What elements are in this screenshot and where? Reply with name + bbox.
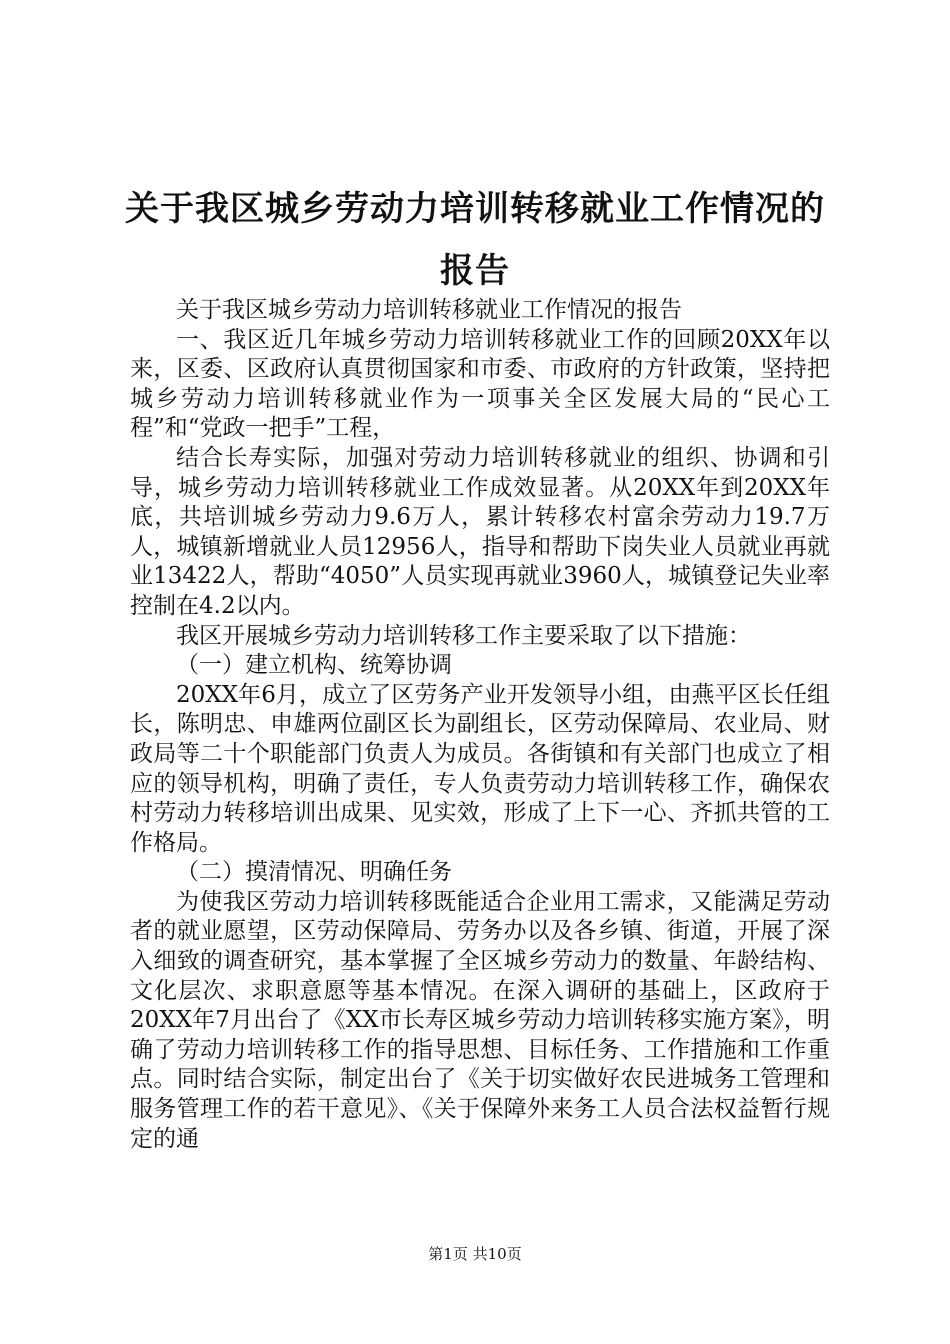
section-heading: （一）建立机构、统筹协调 (176, 652, 452, 679)
section-heading: （二）摸清情况、明确任务 (176, 859, 452, 886)
paragraph: 我区开展城乡劳动力培训转移工作主要采取了以下措施： (176, 622, 751, 649)
paragraph: 为使我区劳动力培训转移既能适合企业用工需求，又能满足劳动者的就业愿望，区劳动保障局、劳务办以及各乡镇、街道，开展了深入细致的调查研究，基本掌握了全区城乡劳动力的数量、年龄结构、文化层次、求职意愿等基本情况。在深入调研的基础上，区政府于20XX年7月出台了《XX市长寿区城乡劳动力培训转移实施方案》，明确了劳动力培训转移工作的指导思想、目标任务、工作措施和工作重点。同时结合实际，制定出台了《关于切实做好农民进城务工管理和服务管理工作的若干意见》、《关于保障外来务工人员合法权益暂行规定的通 (130, 888, 830, 1152)
paragraph: 20XX年6月，成立了区劳务产业开发领导小组，由燕平区长任组长，陈明忠、申雄两位副区长为副组长，区劳动保障局、农业局、财政局等二十个职能部门负责人为成员。各街镇和有关部门也成立了相应的领导机构，明确了责任，专人负责劳动力培训转移工作，确保农村劳动力转移培训出成果、见实效，形成了上下一心、齐抓共管的工作格局。 (130, 681, 830, 856)
page-footer: 第1页 共10页 (428, 1245, 522, 1263)
title-line-1: 关于我区城乡劳动力培训转移就业工作情况的 (125, 189, 825, 229)
paragraph: 一、我区近几年城乡劳动力培训转移就业工作的回顾20XX年以来，区委、区政府认真贯彻国家和市委、市政府的方针政策，坚持把城乡劳动力培训转移就业作为一项事关全区发展大局的“民心工程”和“党政一把手”工程， (130, 326, 830, 442)
paragraph-heading: 关于我区城乡劳动力培训转移就业工作情况的报告 (176, 297, 682, 323)
document-body (130, 296, 830, 1154)
title-line-2: 报告 (440, 251, 510, 291)
paragraph: 结合长寿实际，加强对劳动力培训转移就业的组织、协调和引导，城乡劳动力培训转移就业工作成效显著。从20XX年到20XX年底，共培训城乡劳动力9.6万人，累计转移农村富余劳动力19.7万人，城镇新增就业人员12956人，指导和帮助下岗失业人员就业再就业13422人，帮助“4050”人员实现再就业3960人，城镇登记失业率控制在4.2以内。 (130, 444, 830, 619)
document-title (110, 178, 840, 302)
